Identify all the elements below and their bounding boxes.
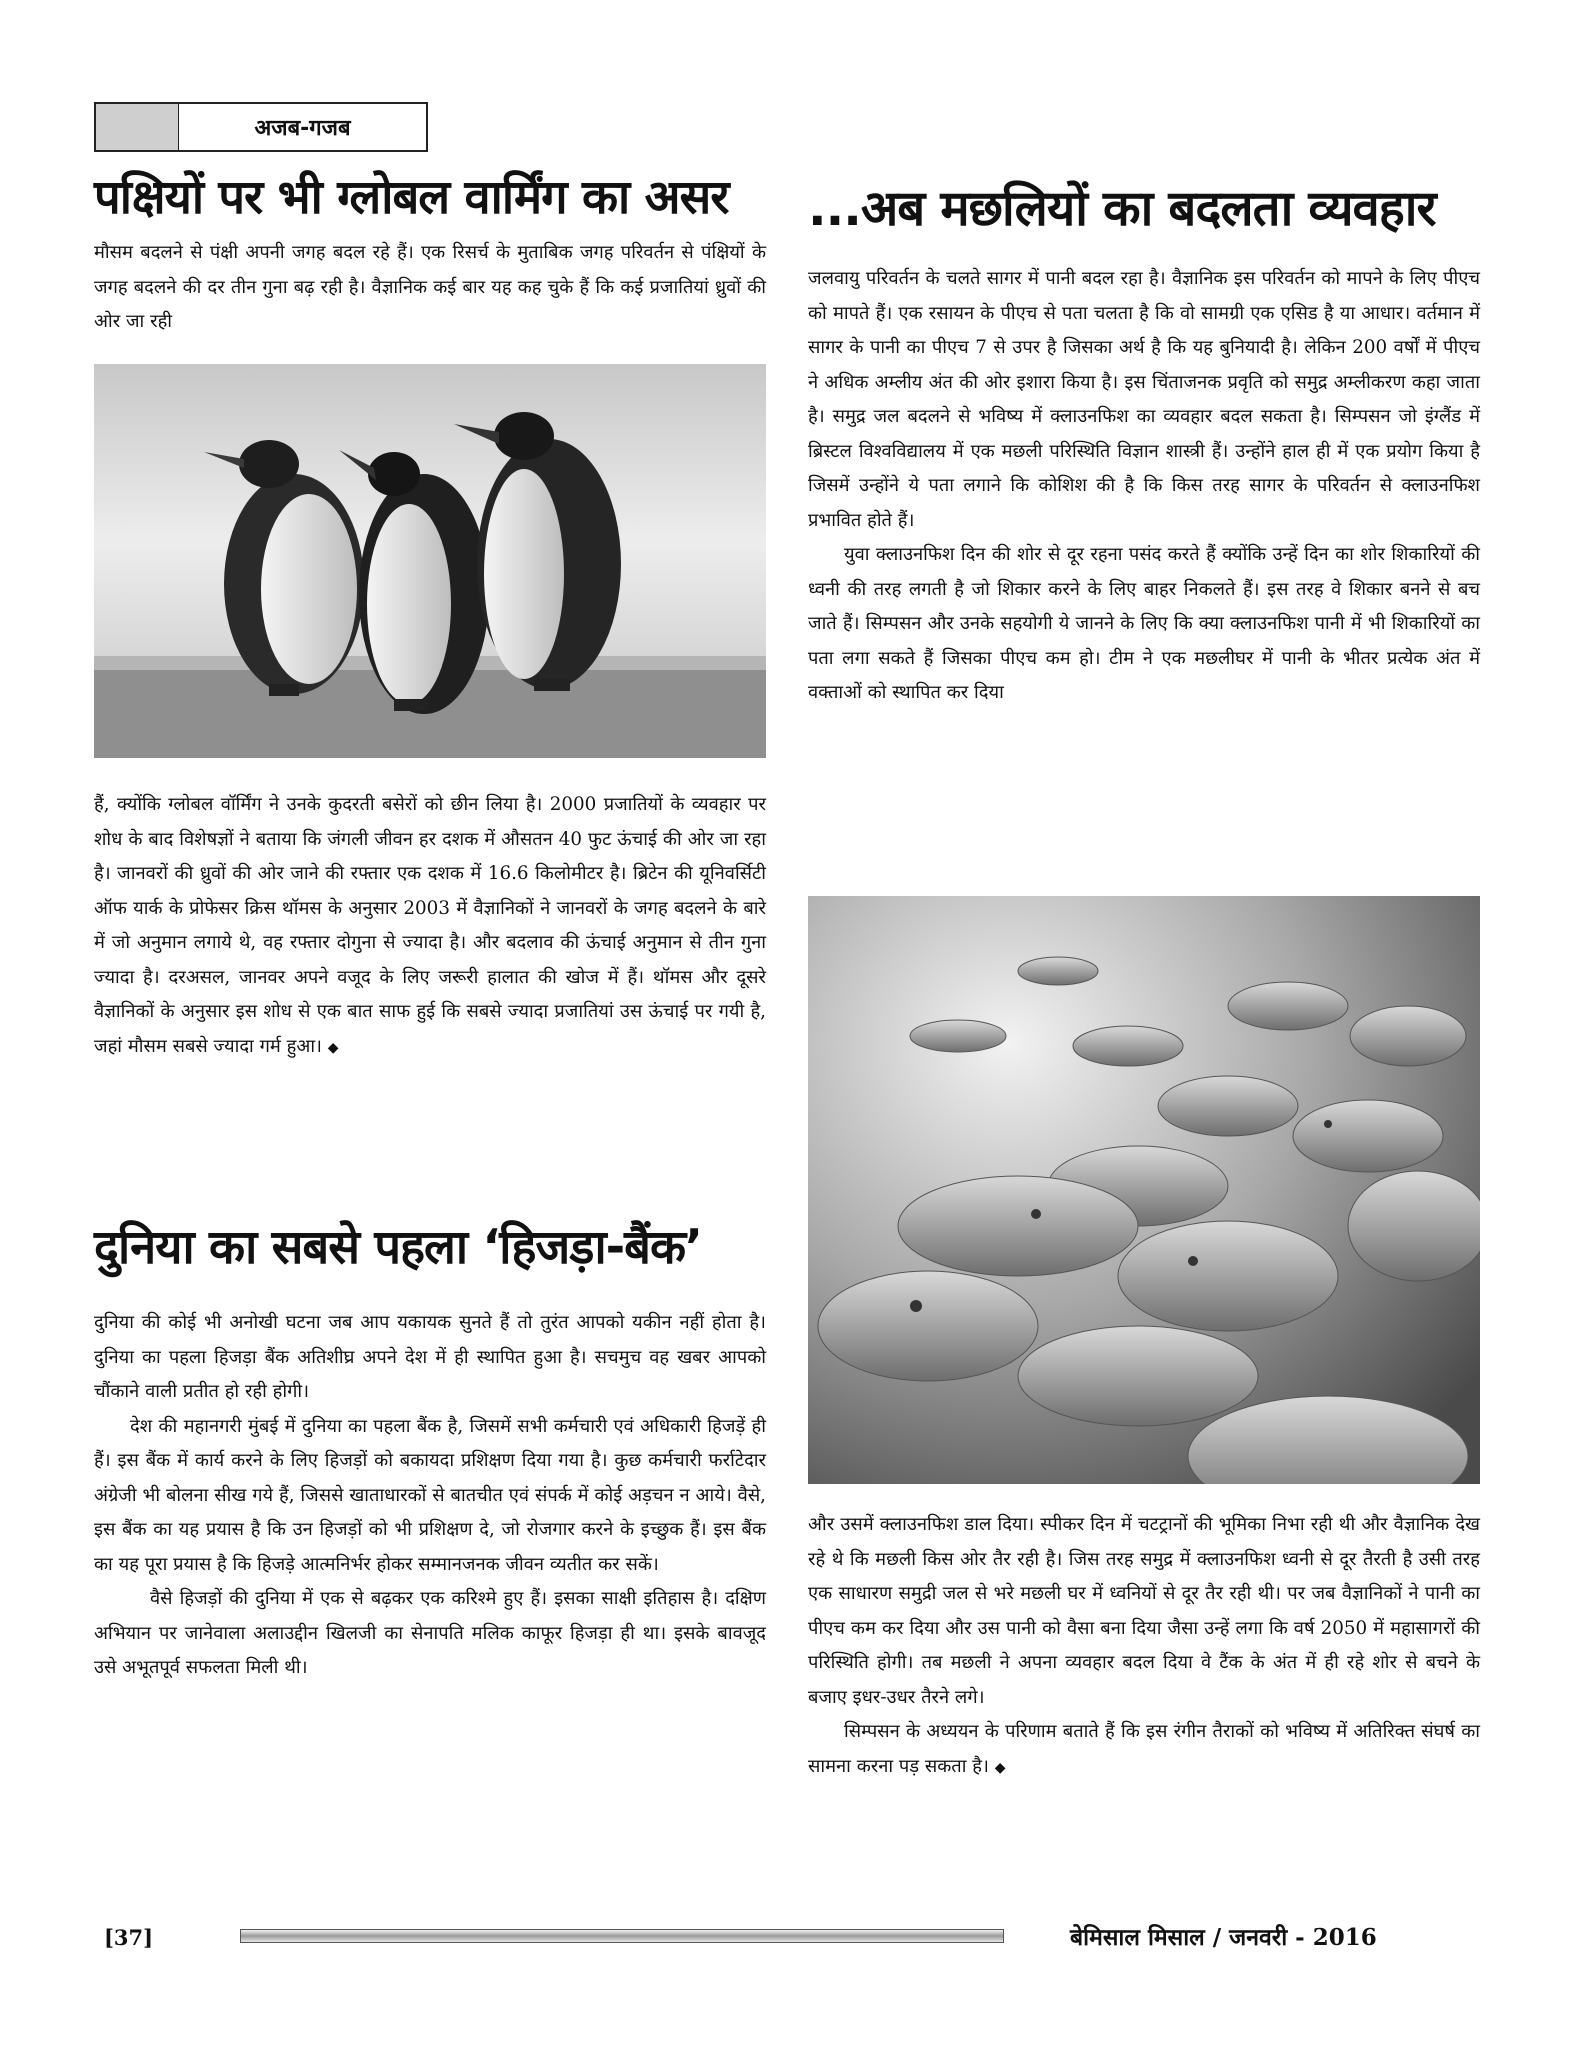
article3-body-top <box>808 262 1480 711</box>
footer-divider <box>240 1929 1004 1943</box>
section-tag-shade <box>96 104 179 150</box>
article3-para-4 <box>808 1715 1480 1785</box>
end-mark-icon: ◆ <box>327 1039 339 1056</box>
article2-para-2: देश की महानगरी मुंबई में दुनिया का पहला बैंक है, जिसमें सभी कर्मचारी एवं अधिकारी हिजड़ें ही हैं। इस बैंक में कार्य करने के लिए हिजड़ों को बकायदा प्रशिक्षण दिया गया है। कुछ कर्मचारी फर्राटेदार अंग्रेजी भी बोलना सीख गये हैं, जिससे खाताधारकों से बातचीत एवं संपर्क में कोई अड़चन न आये। वैसे, इस बैंक का यह प्रयास है कि उन हिजड़ों को भी प्रशिक्षण दे, जो रोजगार करने के इच्छुक हैं। इस बैंक का यह पूरा प्रयास है कि हिजड़े आत्मनिर्भर होकर सम्मानजनक जीवन व्यतीत कर सकें। <box>94 1415 766 1575</box>
article3-headline: ...अब मछलियों का बदलता व्यवहार <box>808 180 1436 237</box>
article2-headline: दुनिया का सबसे पहला ‘हिजड़ा-बैंक’ <box>94 1220 702 1275</box>
article2-body <box>94 1306 766 1686</box>
article1-para-top: मौसम बदलने से पंक्षी अपनी जगह बदल रहे हैं। एक रिसर्च के मुताबिक जगह परिवर्तन से पंक्षियों के जगह बदलने की दर तीन गुना बढ़ रही है। वैज्ञानिक कई बार यह कह चुके हैं कि कई प्रजातियां ध्रुवों की ओर जा रही <box>94 242 766 332</box>
section-tag-label: अजब-गजब <box>254 116 351 141</box>
magazine-issue: बेमिसाल मिसाल / जनवरी - 2016 <box>1070 1924 1377 1951</box>
article3-body-bottom <box>808 1508 1480 1785</box>
section-tag <box>94 102 428 152</box>
penguins-photo <box>94 364 766 758</box>
article1-body <box>94 788 766 1065</box>
article1-intro <box>94 236 766 340</box>
fish-photo <box>808 896 1480 1484</box>
end-mark-icon: ◆ <box>994 1759 1006 1776</box>
article1-para-bottom <box>94 788 766 1065</box>
article1-para-bottom-text: हैं, क्योंकि ग्लोबल वॉर्मिंग ने उनके कुदरती बसेरों को छीन लिया है। 2000 प्रजातियों के व्यवहार पर शोध के बाद विशेषज्ञों ने बताया कि जंगली जीवन हर दशक में औसतन 40 फुट ऊंचाई की ओर जा रहा है। जानवरों की ध्रुवों की ओर जाने की रफ्तार एक दशक में 16.6 किलोमीटर है। ब्रिटेन की यूनिवर्सिटी ऑफ यार्क के प्रोफेसर क्रिस थॉमस के अनुसार 2003 में वैज्ञानिकों ने जानवरों के जगह बदलने के बारे में जो अनुमान लगाये थे, वह रफ्तार दोगुना से ज्यादा है। और बदलाव की ऊंचाई अनुमान से तीन गुना ज्यादा है। दरअसल, जानवर अपने वजूद के लिए जरूरी हालात की खोज में हैं। थॉमस और दूसरे वैज्ञानिकों के अनुसार इस शोध से एक बात साफ हुई कि सबसे ज्यादा प्रजातियां उस ऊंचाई पर गयी है, जहां मौसम सबसे ज्यादा गर्म हुआ। <box>94 794 766 1057</box>
article3-para-3: और उसमें क्लाउनफिश डाल दिया। स्पीकर दिन में चटट्रानों की भूमिका निभा रही थी और वैज्ञानिक देख रहे थे कि मछली किस ओर तैर रही है। जिस तरह समुद्र में क्लाउनफिश ध्वनी से दूर तैरती है उसी तरह एक साधारण समुद्री जल से भरे मछली घर में ध्वनियों से दूर तैर रही थी। पर जब वैज्ञानिकों ने पानी का पीएच कम कर दिया और उस पानी को वैसा बना दिया जैसा उन्हें लगा कि वर्ष 2050 में महासागरों की परिस्थिति होगी। तब मछली ने अपना व्यवहार बदल दिया वे टैंक के अंत में ही रहे शोर से बचने के बजाए इधर-उधर तैरने लगे। <box>808 1514 1480 1708</box>
article2-para-1: दुनिया की कोई भी अनोखी घटना जब आप यकायक सुनते हैं तो तुरंत आपको यकीन नहीं होता है। दुनिया का पहला हिजड़ा बैंक अतिशीघ्र अपने देश में ही स्थापित हुआ है। सचमुच वह खबर आपको चौंकाने वाली प्रतीत हो रही होगी। <box>94 1312 766 1402</box>
article3-para-1: जलवायु परिवर्तन के चलते सागर में पानी बदल रहा है। वैज्ञानिक इस परिवर्तन को मापने के लिए पीएच को मापते हैं। एक रसायन के पीएच से पता चलता है कि वो सामग्री एक एसिड है या आधार। वर्तमान में सागर के पानी का पीएच 7 से उपर है जिसका अर्थ है कि यह बुनियादी है। लेकिन 200 वर्षों में पीएच ने अधिक अम्लीय अंत की ओर इशारा किया है। इस चिंताजनक प्रवृति को समुद्र अम्लीकरण कहा जाता है। समुद्र जल बदलने से भविष्य में क्लाउनफिश का व्यवहार बदल सकता है। सिम्पसन जो इंग्लैंड में ब्रिस्टल विश्वविद्यालय में एक मछली परिस्थिति विज्ञान शास्त्री हैं। उन्होंने हाल ही में एक प्रयोग किया है जिसमें उन्होंने ये पता लगाने कि कोशिश की है कि किस तरह सागर के परिवर्तन से क्लाउनफिश प्रभावित होते हैं। <box>808 268 1480 531</box>
article3-para-2: युवा क्लाउनफिश दिन की शोर से दूर रहना पसंद करते हैं क्योंकि उन्हें दिन का शोर शिकारियों की ध्वनी की तरह लगती है जो शिकार करने के लिए बाहर निकलते हैं। इस तरह वे शिकार बनने से बच जाते हैं। सिम्पसन और उनके सहयोगी ये जानने के लिए कि क्या क्लाउनफिश पानी में भी शिकारियों का पता लगा सकते हैं जिसका पीएच कम हो। टीम ने एक मछलीघर में पानी के भीतर प्रत्येक अंत में वक्ताओं को स्थापित कर दिया <box>808 544 1480 703</box>
article2-para-3: वैसे हिजड़ों की दुनिया में एक से बढ़कर एक करिश्मे हुए हैं। इसका साक्षी इतिहास है। दक्षिण अभियान पर जानेवाला अलाउद्दीन खिलजी का सेनापति मलिक काफूर हिजड़ा ही था। इसके बावजूद उसे अभूतपूर्व सफलता मिली थी। <box>94 1588 766 1678</box>
article1-headline: पक्षियों पर भी ग्लोबल वार्मिंग का असर <box>94 170 729 225</box>
page-number: [37] <box>104 1925 154 1950</box>
article3-para-4-text: सिम्पसन के अध्ययन के परिणाम बताते हैं कि इस रंगीन तैराकों को भविष्य में अतिरिक्त संघर्ष का सामना करना पड़ सकता है। <box>808 1721 1480 1777</box>
